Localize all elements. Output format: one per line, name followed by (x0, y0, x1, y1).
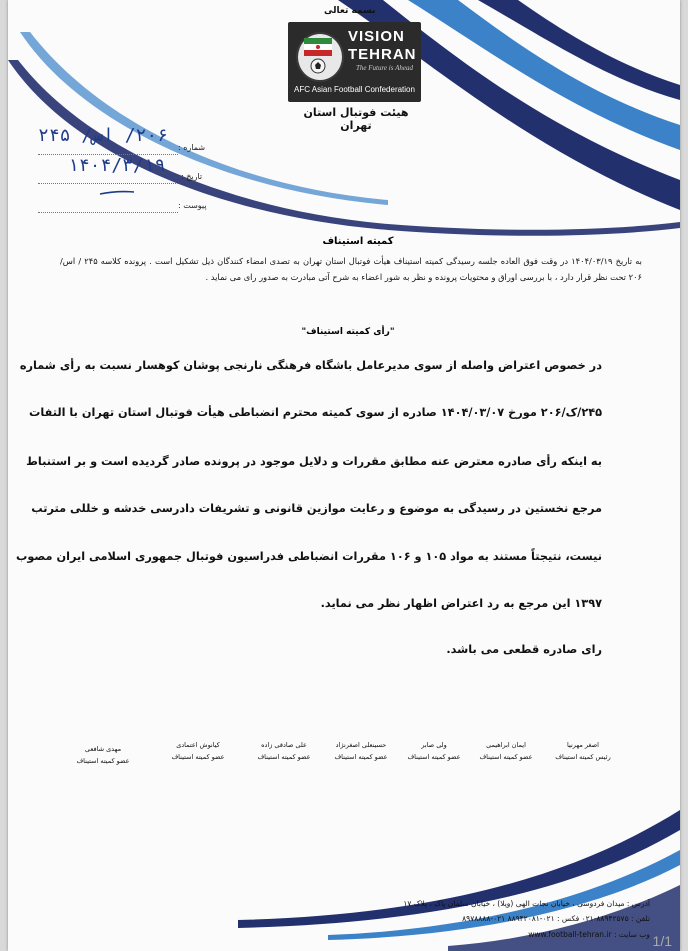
footer-stripes (8, 790, 680, 951)
verdict-line: ۲۴۵/ک/۲۰۶ مورخ ۱۴۰۴/۰۳/۰۷ صادره از سوی کمیته محترم انضباطی هیأت فوتبال استان تهران با التفات (29, 406, 602, 419)
logo-afc-text: AFC Asian Football Confederation (294, 85, 415, 94)
signatory-title: عضو کمیته استیناف (257, 753, 311, 761)
verdict-line: مرجع نخستین در رسیدگی به موضوع و رعایت موازین قانونی و تشریفات دادرسی خدشه و خللی مترتب (31, 502, 602, 515)
verdict-line: در خصوص اعتراض واصله از سوی مدیرعامل باشگاه فرهنگی نارنجی پوشان کوهسار نسبت به رأی شماره (19, 359, 602, 372)
signatory-name: حسینعلی اصغرنژاد (335, 741, 387, 749)
signatory-name: ایمان ابراهیمی (486, 741, 526, 749)
footer-phone: تلفن : ۸۸۹۴۲۵۷۵-۰۲۱ فکس : ۰۲۱-۸۸۹۴۲۰۸۱ ۰۲۱-۸۹۷۸۸۸۸ (462, 914, 650, 923)
signatory-name: علی صادقی زاده (261, 741, 307, 749)
document-page (8, 0, 680, 951)
footer-address: آدرس : میدان فردوسی ، خیابان نجات الهی (ویلا) ، خیابان سلمان پاک ، پلاک ۱۷ (403, 899, 650, 908)
organization-name: هیئت فوتبال استان تهران (303, 106, 409, 132)
verdict-line: به اینکه رأی صادره معترض عنه مطابق مقررات و دلایل موجود در پرونده صادر گردیده است و بر استنباط (26, 455, 602, 468)
final-verdict-line: رای صادره قطعی می باشد. (446, 643, 602, 656)
signatory-title: عضو کمیته استیناف (76, 757, 130, 765)
number-handwritten: ۲۰۶/ اس/ ۲۴۵ (38, 125, 169, 146)
committee-title: کمیته استیناف (322, 236, 394, 247)
signatory-title: عضو کمیته استیناف (479, 753, 533, 761)
attachment-line (38, 211, 178, 213)
signatory-name: مهدی شافعی (84, 745, 122, 753)
date-handwritten: ۱۴۰۴/۳/۱۹ (68, 155, 166, 176)
signatory-name: ولی صابر (421, 741, 447, 749)
page-number: 1/1 (652, 933, 672, 949)
flag-icon (304, 38, 332, 56)
intro-paragraph: به تاریخ ۱۴۰۴/۰۳/۱۹ در وقت فوق العاده جلسه رسیدگی کمیته استیناف هیأت فوتبال استان تهران به تصدی امضاء کنندگان ذیل تشکیل است . پرونده کلاسه ۲۴۵ / اس/۲۰۶ تحت نظر قرار دارد ، با بررسی اوراق و محتویات پرونده و نظر به شور اعضاء به شرح آتی مبادرت به صدور رای می نماید . (60, 256, 642, 282)
date-line (38, 182, 178, 184)
footer-website[interactable]: وب سایت : www.football-tehran.ir (528, 930, 650, 939)
ball-pattern-icon (306, 58, 330, 74)
pen-stroke (98, 188, 138, 198)
signatory-title: عضو کمیته استیناف (407, 753, 461, 761)
signatory-name: اصغر مهرنیا (567, 741, 599, 749)
bismillah-heading: بسمه تعالی (324, 6, 376, 16)
logo-title-line1: VISION (348, 28, 405, 45)
verdict-line: ۱۳۹۷ این مرجع به رد اعتراض اظهار نظر می نماید. (320, 597, 602, 610)
number-label: شماره : (178, 143, 206, 152)
signatory-title: عضو کمیته استیناف (334, 753, 388, 761)
date-label: تاریخ : (181, 172, 203, 181)
logo-tagline: The Future is Ahead (356, 64, 413, 72)
signatory-name: کیانوش اعتمادی (176, 741, 220, 749)
signatory-title: عضو کمیته استیناف (171, 753, 225, 761)
logo-title-line2: TEHRAN (348, 46, 417, 63)
verdict-title: "رأی کمیته استیناف" (301, 327, 395, 337)
attachment-label: پیوست : (178, 201, 207, 210)
verdict-line: نیست، نتیجتاً مستند به مواد ۱۰۵ و ۱۰۶ مقررات انضباطی فدراسیون فوتبال جمهوری اسلامی ایران مصوب (15, 550, 602, 563)
signatory-title: رئیس کمیته استیناف (555, 753, 611, 761)
